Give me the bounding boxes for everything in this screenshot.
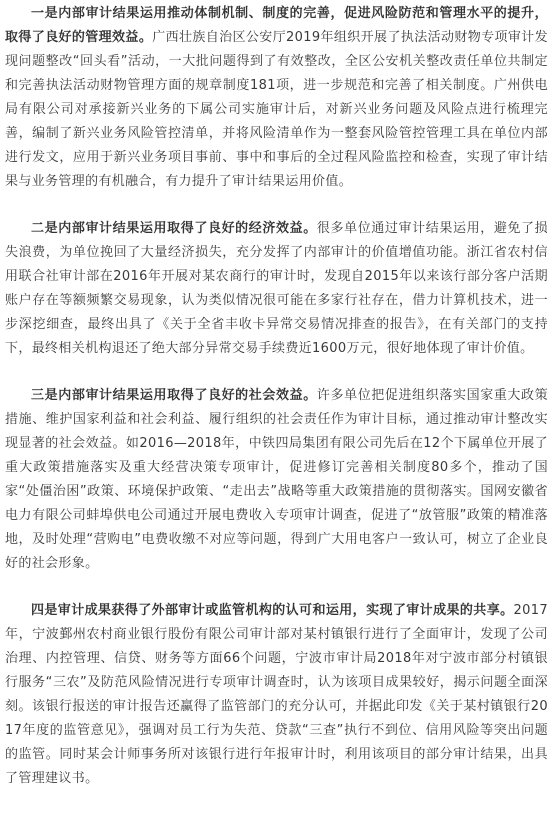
paragraph-1-lead: 一是内部审计结果运用推动体制机制、制度的完善，促进风险防范和管理水平的提升，取得了良好的管理效益。 <box>5 6 548 45</box>
paragraph-4-body: 2017年，宁波鄞州农村商业银行股份有限公司审计部对某村镇银行进行了全面审计，发现了公司治理、内控管理、信贷、财务等方面66个问题，宁波市审计局2018年对宁波市部分村镇银行服务“三农”及防范风险情况进行专项审计调查时，认为该项目成果较好，揭示问题全面深刻。该银行报送的审计报告还赢得了监管部门的充分认可，并据此印发《关于某村镇银行2017年度的监管意见》，强调对员工行为失范、贷款“三查”执行不到位、信用风险等突出问题的监管。同时某会计师事务所对该银行进行年报审计时，利用该项目的部分审计结果，出具了管理建议书。 <box>5 603 548 786</box>
paragraph-2-body: 很多单位通过审计结果运用，避免了损失浪费，为单位挽回了大量经济损失，充分发挥了内部审计的价值增值功能。浙江省农村信用联合社审计部在2016年开展对某农商行的审计时，发现自2015年以来该行部分客户活期账户存在等额频繁交易现象，认为类似情况很可能在多家行社存在，借力计算机技术，进一步深挖细查，最终出具了《关于全省丰收卡异常交易情况排查的报告》，在有关部门的支持下，最终相关机构退还了绝大部分异常交易手续费近1600万元，很好地体现了审计价值。 <box>5 221 548 356</box>
paragraph-4 <box>5 599 548 791</box>
paragraph-3-lead: 三是内部审计结果运用取得了良好的社会效益。 <box>31 388 317 403</box>
paragraph-1 <box>5 2 548 194</box>
article-body <box>5 2 548 814</box>
paragraph-2 <box>5 217 548 361</box>
paragraph-1-body: 广西壮族自治区公安厅2019年组织开展了执法活动财物专项审计发现问题整改“回头看”活动，一大批问题得到了有效整改，全区公安机关整改责任单位共制定和完善执法活动财物管理方面的规章制度181项，进一步规范和完善了相关制度。广州供电局有限公司对承接新兴业务的下属公司实施审计后，对新兴业务问题及风险点进行梳理完善，编制了新兴业务风险管控清单，并将风险清单作为一整套风险管控管理工具在单位内部进行发文，应用于新兴业务项目事前、事中和事后的全过程风险监控和检查，实现了审计结果与业务管理的有机融合，有力提升了审计结果运用价值。 <box>5 30 548 189</box>
paragraph-4-lead: 四是审计成果获得了外部审计或监管机构的认可和运用，实现了审计成果的共享。 <box>31 603 514 618</box>
paragraph-2-lead: 二是内部审计结果运用取得了良好的经济效益。 <box>31 221 317 236</box>
paragraph-3-body: 许多单位把促进组织落实国家重大政策措施、维护国家利益和社会利益、履行组织的社会责任作为审计目标，通过推动审计整改实现显著的社会效益。如2016—2018年，中铁四局集团有限公司先后在12个下属单位开展了重大政策措施落实及重大经营决策专项审计，促进修订完善相关制度80多个，推动了国家“处僵治困”政策、环境保护政策、“走出去”战略等重大政策措施的贯彻落实。国网安徽省电力有限公司蚌埠供电公司通过开展电费收入专项审计调查，促进了“放管服”政策的精准落地，及时处理“营购电”电费收缴不对应等问题，得到广大用电客户一致认可，树立了企业良好的社会形象。 <box>5 388 548 571</box>
paragraph-3 <box>5 384 548 576</box>
